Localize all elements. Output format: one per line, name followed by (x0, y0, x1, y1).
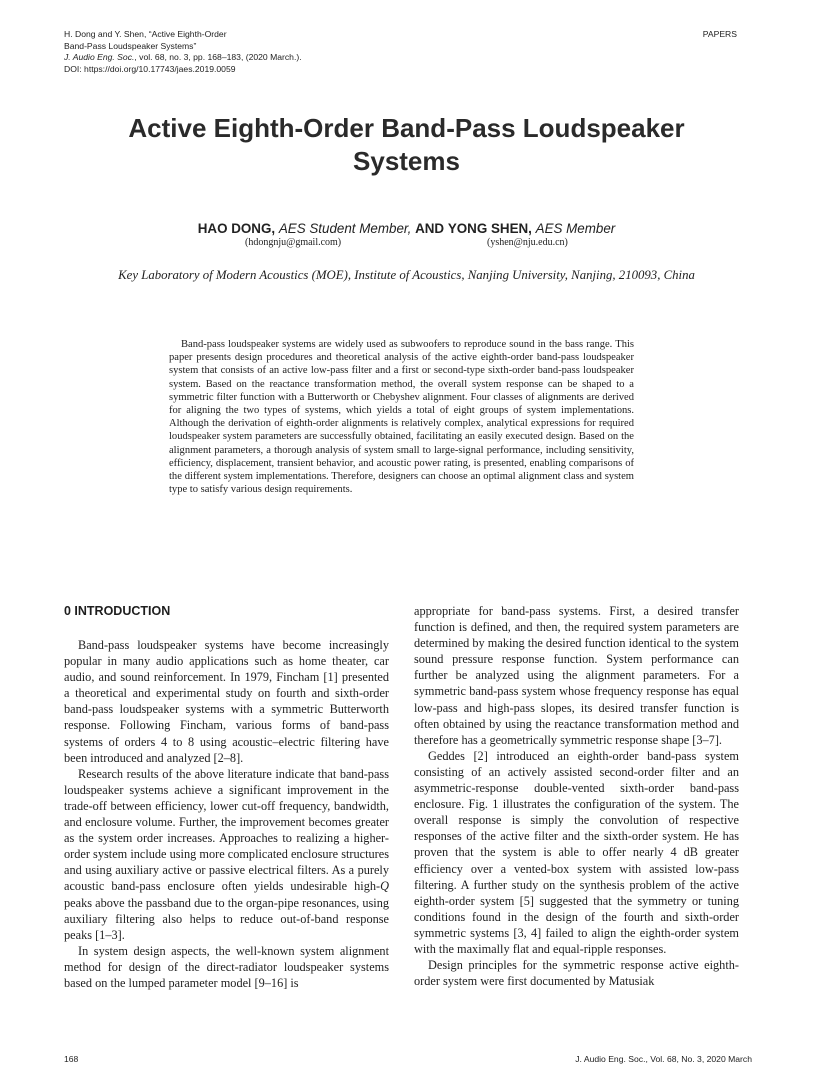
citation-line-2: Band-Pass Loudspeaker Systems” (64, 40, 197, 51)
author-1-name: HAO DONG, (197, 221, 276, 236)
paragraph-text: Research results of the above literature indicate that band-pass loudspeaker systems achieve a significant improvement in the trade-off between efficiency, lower cut-off frequency, bandwidth, and enclosure volume. Further, the improvement becomes greater as the system order increases. Approaches to realizing a higher-order system include using more complicated enclosure structures and using auxiliary active or passive electrical filters. As a purely acoustic band-pass enclosure often yields undesirable high- (64, 766, 389, 894)
author-2-name: YONG SHEN, (447, 221, 532, 236)
paper-title (60, 112, 753, 178)
author-line (0, 221, 813, 237)
paragraph (64, 766, 389, 943)
q-symbol: Q (380, 879, 389, 894)
paragraph: Band-pass loudspeaker systems have become increasingly popular in many audio applications such as home theater, car audio, and sound reinforcement. In 1979, Fincham [1] presented a theoretical and experimental study on fourth and sixth-order band-pass loudspeaker systems with a symmetric Butterworth response. Following Fincham, various forms of band-pass systems of orders 4 to 8 using acoustic–electric filtering have been introduced and analyzed [2–8]. (64, 638, 389, 765)
author-and: AND (415, 221, 445, 236)
paragraph-text: peaks above the passband due to the organ-pipe resonances, using auxiliary filtering also helps to reduce out-of-band response peaks [1–3]. (64, 895, 389, 942)
title-line-1: Active Eighth-Order Band-Pass Loudspeaker (128, 113, 685, 143)
citation-details: , vol. 68, no. 3, pp. 168–183, (2020 March.). (134, 52, 302, 62)
author-1-membership: AES Student Member, (278, 221, 412, 236)
paragraph: appropriate for band-pass systems. First, a desired transfer function is defined, and then, the required system parameters are determined by making the desired function identical to the system sound pressure response function. System performance can further be analyzed using the alignment parameters. For a symmetric band-pass system whose frequency response has equal low-pass and high-pass slopes, its desired transfer function is often obtained by using the reactance transformation method and therefore has a geometrically symmetric response shape [3–7]. (414, 604, 739, 747)
abstract: Band-pass loudspeaker systems are widely used as subwoofers to reproduce sound in the bass range. This paper presents design procedures and theoretical analysis of the active eighth-order band-pass loudspeaker system that consists of an active low-pass filter and a first or second-type sixth-order band-pass loudspeaker system. Based on the reactance transformation method, the overall system response can be shaped to a symmetric filter function with a Butterworth or Chebyshev alignment. Four classes of alignments are derived for aligning the two types of systems, which yields a total of eight groups of system implementations. Although the derivation of eighth-order alignments is relatively complex, analytical expressions for required loudspeaker system parameters are successfully obtained, facilitating an easily executed design. Based on the alignment parameters, a thorough analysis of system small to large-signal performance, including sensitivity, efficiency, displacement, transient behavior, and acoustic power rating, is presented, enabling comparisons of the different system implementations. Therefore, designers can choose an optimal alignment class and system type to satisfy various design requirements. (169, 339, 634, 496)
author-1-email[interactable]: (hdongnju@gmail.com) (245, 237, 342, 248)
paragraph: In system design aspects, the well-known system alignment method for design of the direct-radiator loudspeaker systems based on the lumped parameter model [9–16] is (64, 943, 389, 990)
doi-link[interactable]: DOI: https://doi.org/10.17743/jaes.2019.0059 (64, 63, 236, 74)
citation-line-1: H. Dong and Y. Shen, “Active Eighth-Order (64, 29, 227, 39)
footer-journal-info: J. Audio Eng. Soc., Vol. 68, No. 3, 2020 March (575, 1054, 752, 1064)
citation-line-3 (64, 52, 302, 64)
author-2-email[interactable]: (yshen@nju.edu.cn) (487, 237, 568, 248)
page-number: 168 (64, 1054, 79, 1064)
section-heading: 0 INTRODUCTION (64, 604, 171, 618)
citation-block (64, 29, 302, 75)
paragraph: Geddes [2] introduced an eighth-order band-pass system consisting of an actively assisted second-order filter and an asymmetric-response double-vented sixth-order band-pass enclosure. Fig. 1 illustrates the configuration of the system. The overall response is simply the convolution of respective responses of the active filter and the sixth-order system. He has proven that the system is able to offer nearly 4 dB greater efficiency over a vented-box system with assisted low-pass filtering. A further study on the synthesis problem of the active eighth-order system [5] suggested that the symmetry or tuning conditions found in the design of the fourth and sixth-order symmetric systems [3, 4] failed to align the eighth-order system with the maximally flat and equal-ripple responses. (414, 748, 739, 956)
journal-abbrev: J. Audio Eng. Soc. (64, 52, 135, 62)
left-column (64, 603, 389, 991)
affiliation: Key Laboratory of Modern Acoustics (MOE), Institute of Acoustics, Nanjing University, Nanjing, 210093, China (118, 268, 695, 282)
section-tag: PAPERS (702, 29, 737, 39)
title-line-2: Systems (353, 146, 460, 176)
author-2-membership: AES Member (535, 221, 616, 236)
right-column (414, 603, 739, 989)
paragraph: Design principles for the symmetric response active eighth-order system were first documented by Matusiak (414, 958, 739, 989)
